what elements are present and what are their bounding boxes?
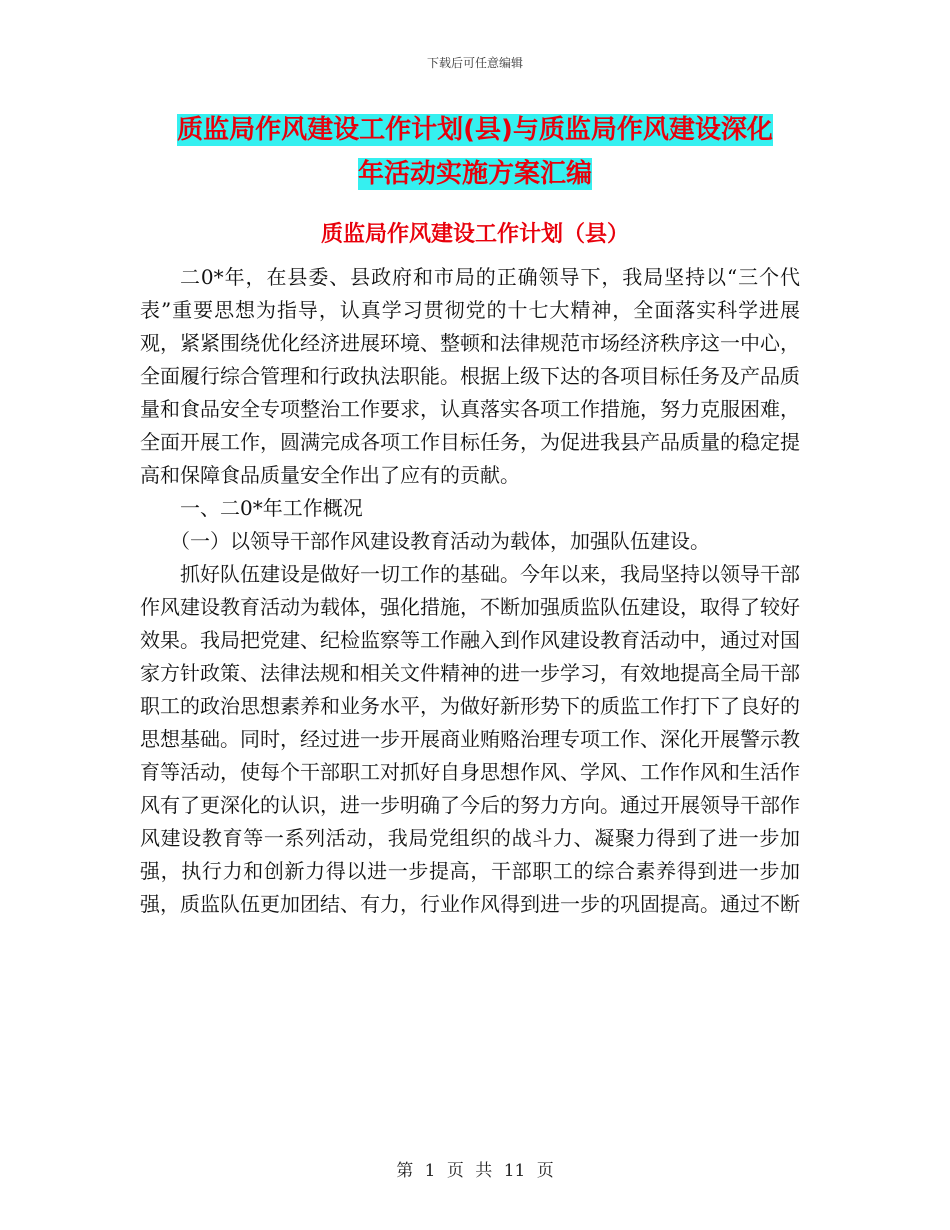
document-title-line-2-text: 年活动实施方案汇编: [357, 159, 592, 189]
document-body: [140, 261, 800, 921]
header-note: 下载后可任意编辑: [426, 56, 523, 70]
paragraph-subheading-1: （一）以领导干部作风建设教育活动为载体，加强队伍建设。: [170, 529, 710, 553]
paragraph-heading-1: 一、二0*年工作概况: [180, 496, 363, 520]
paragraph-intro: 二0*年，在县委、县政府和市局的正确领导下，我局坚持以“三个代表”重要思想为指导，认真学习贯彻党的十七大精神，全面落实科学进展观，紧紧围绕优化经济进展环境、整顿和法律规范市场经济秩序这一中心，全面履行综合管理和行政执法职能。根据上级下达的各项目标任务及产品质量和食品安全专项整治工作要求，认真落实各项工作措施，努力克服困难，全面开展工作，圆满完成各项工作目标任务，为促进我县产品质量的稳定提高和保障食品质量安全作出了应有的贡献。: [140, 265, 800, 487]
document-title-line-1: [0, 112, 950, 148]
section-title: 质监局作风建设工作计划（县）: [320, 222, 629, 247]
page-footer: 第 1 页 共 11 页: [396, 1161, 554, 1181]
document-title-line-2: [0, 156, 950, 192]
document-title-line-1-text: 质监局作风建设工作计划(县)与质监局作风建设深化: [177, 115, 773, 145]
paragraph-team-building: 抓好队伍建设是做好一切工作的基础。今年以来，我局坚持以领导干部作风建设教育活动为载体，强化措施，不断加强质监队伍建设，取得了较好效果。我局把党建、纪检监察等工作融入到作风建设教育活动中，通过对国家方针政策、法律法规和相关文件精神的进一步学习，有效地提高全局干部职工的政治思想素养和业务水平，为做好新形势下的质监工作打下了良好的思想基础。同时，经过进一步开展商业贿赂治理专项工作、深化开展警示教育等活动，使每个干部职工对抓好自身思想作风、学风、工作作风和生活作风有了更深化的认识，进一步明确了今后的努力方向。通过开展领导干部作风建设教育等一系列活动，我局党组织的战斗力、凝聚力得到了进一步加强，执行力和创新力得以进一步提高，干部职工的综合素养得到进一步加强，质监队伍更加团结、有力，行业作风得到进一步的巩固提高。通过不断: [140, 562, 800, 916]
